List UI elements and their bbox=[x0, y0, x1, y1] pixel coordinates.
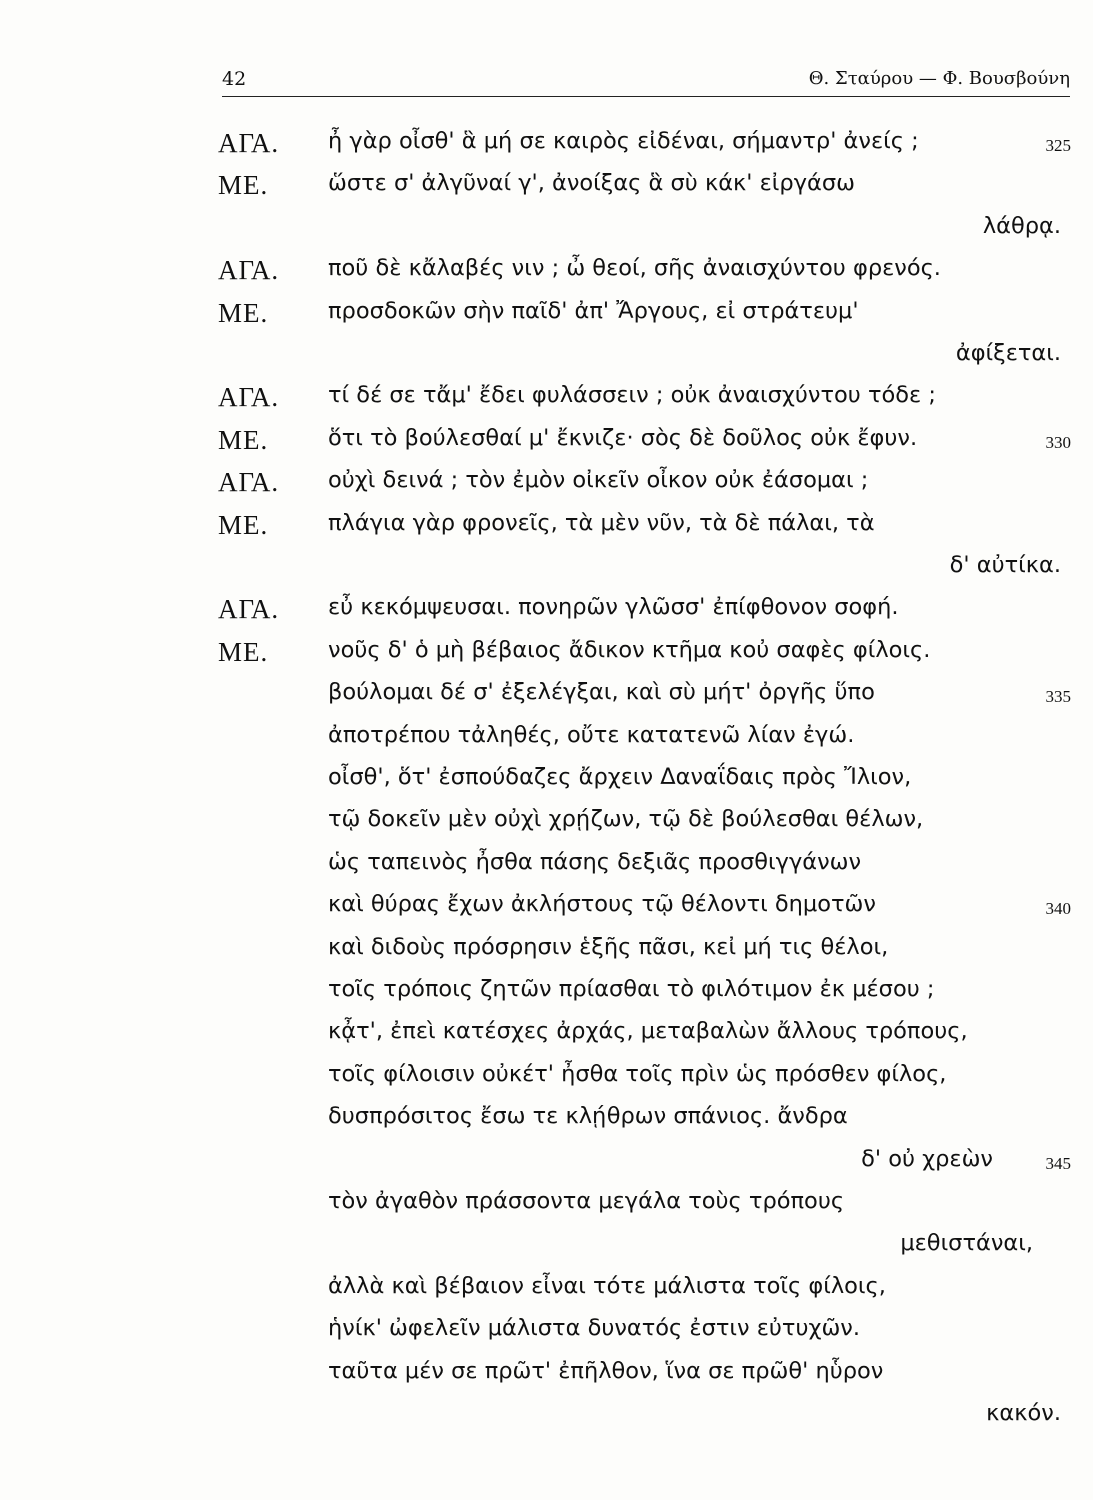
verse-text: τοῖς τρόποις ζητῶν πρίασθαι τὸ φιλότιμον ἐκ μέσου ; bbox=[328, 976, 935, 1002]
verse-line bbox=[0, 251, 1093, 291]
line-number: 345 bbox=[1045, 1153, 1071, 1173]
verse-line bbox=[0, 421, 1093, 461]
page-header bbox=[222, 62, 1070, 97]
verse-text: εὖ κεκόμψευσαι. πονηρῶν γλῶσσ' ἐπίφθονον σοφή. bbox=[328, 594, 899, 621]
speaker-label: ΜΕ. bbox=[218, 636, 269, 667]
verse-text: ἦ γὰρ οἶσθ' ἃ μή σε καιρὸς εἰδέναι, σήμαντρ' ἀνείς ; bbox=[328, 128, 919, 154]
verse-text: ἀφίξεται. bbox=[955, 340, 1061, 366]
verse-line bbox=[0, 124, 1093, 164]
verse-text: βούλομαι δέ σ' ἐξελέγξαι, καὶ σὺ μήτ' ὀργῆς ὕπο bbox=[328, 679, 875, 706]
verse-line bbox=[0, 1226, 1093, 1266]
verse-line bbox=[0, 633, 1093, 673]
speaker-label: ΑΓΑ. bbox=[218, 128, 280, 158]
verse-text: τὸν ἀγαθὸν πράσσοντα μεγάλα τοὺς τρόπους bbox=[328, 1188, 845, 1214]
verse-line bbox=[0, 1057, 1093, 1097]
verse-text: τί δέ σε τἄμ' ἔδει φυλάσσειν ; οὐκ ἀναισχύντου τόδε ; bbox=[328, 382, 936, 409]
verse-line bbox=[0, 845, 1093, 885]
verse-text: ταῦτα μέν σε πρῶτ' ἐπῆλθον, ἵνα σε πρῶθ' ηὗρον bbox=[328, 1357, 884, 1384]
verse-line bbox=[0, 463, 1093, 503]
verse-line bbox=[0, 887, 1093, 927]
verse-text: ὥστε σ' ἀλγῦναί γ', ἀνοίξας ἃ σὺ κάκ' εἰργάσω bbox=[328, 170, 855, 197]
speaker-label: ΑΓΑ. bbox=[218, 467, 280, 498]
verse-text: τῷ δοκεῖν μὲν οὐχὶ χρῄζων, τῷ δὲ βούλεσθαι θέλων, bbox=[328, 806, 924, 833]
verse-text: δ' αὐτίκα. bbox=[949, 552, 1061, 578]
verse-text: μεθιστάναι, bbox=[900, 1230, 1033, 1257]
verse-line bbox=[0, 972, 1093, 1012]
verse-text: πλάγια γὰρ φρονεῖς, τὰ μὲν νῦν, τὰ δὲ πάλαι, τὰ bbox=[328, 509, 875, 536]
verse-line bbox=[0, 336, 1093, 376]
verse-text: δ' οὐ χρεὼν bbox=[861, 1145, 993, 1172]
speaker-label: ΜΕ. bbox=[218, 509, 269, 540]
verse-text: ἀλλὰ καὶ βέβαιον εἶναι τότε μάλιστα τοῖς φίλοις, bbox=[328, 1272, 886, 1299]
verse-line bbox=[0, 209, 1093, 249]
verse-line bbox=[0, 1311, 1093, 1351]
verse-text: ἀποτρέπου τἀληθές, οὔτε κατατενῶ λίαν ἐγώ. bbox=[328, 721, 855, 748]
line-number: 335 bbox=[1045, 687, 1071, 707]
line-number: 330 bbox=[1045, 432, 1071, 452]
verse-text: νοῦς δ' ὁ μὴ βέβαιος ἄδικον κτῆμα κοὐ σαφὲς φίλοις. bbox=[328, 636, 931, 663]
verse-line bbox=[0, 1396, 1093, 1436]
page-number: 42 bbox=[222, 68, 247, 90]
verse-text: προσδοκῶν σὴν παῖδ' ἀπ' Ἄργους, εἰ στράτευμ' bbox=[328, 297, 859, 324]
speaker-label: ΑΓΑ. bbox=[218, 382, 280, 413]
verse-line bbox=[0, 1184, 1093, 1224]
verse-line bbox=[0, 1014, 1093, 1054]
verse-line bbox=[0, 1269, 1093, 1309]
line-number: 340 bbox=[1045, 899, 1071, 919]
verse-line bbox=[0, 1099, 1093, 1139]
speaker-label: ΑΓΑ. bbox=[218, 594, 280, 625]
line-number: 325 bbox=[1045, 136, 1071, 155]
verse-text: κακόν. bbox=[986, 1400, 1061, 1426]
verse-text: κᾆτ', ἐπεὶ κατέσχες ἀρχάς, μεταβαλὼν ἄλλους τρόπους, bbox=[328, 1018, 968, 1045]
verse-line bbox=[0, 548, 1093, 588]
verse-text: καὶ διδοὺς πρόσρησιν ἑξῆς πᾶσι, κεἰ μή τις θέλοι, bbox=[328, 933, 889, 960]
verse-text: ὡς ταπεινὸς ἦσθα πάσης δεξιᾶς προσθιγγάνων bbox=[328, 848, 862, 875]
verse-text: ποῦ δὲ κἄλαβές νιν ; ὦ θεοί, σῆς ἀναισχύντου φρενός. bbox=[328, 255, 941, 282]
verse-line bbox=[0, 718, 1093, 758]
speaker-label: ΜΕ. bbox=[218, 170, 269, 201]
verse-line bbox=[0, 294, 1093, 334]
verse-line bbox=[0, 166, 1093, 206]
verse-line bbox=[0, 1142, 1093, 1182]
verse-text: ἡνίκ' ὠφελεῖν μάλιστα δυνατός ἐστιν εὐτυχῶν. bbox=[328, 1315, 861, 1342]
verse-line bbox=[0, 378, 1093, 418]
verse-text: καὶ θύρας ἔχων ἀκλήστους τῷ θέλοντι δημοτῶν bbox=[328, 891, 876, 918]
verse-text: οἶσθ', ὅτ' ἐσπούδαζες ἄρχειν Δαναΐδαις πρὸς Ἴλιον, bbox=[328, 764, 912, 790]
verse-line bbox=[0, 930, 1093, 970]
verse-line bbox=[0, 802, 1093, 842]
verse-line bbox=[0, 1354, 1093, 1394]
verse-text: τοῖς φίλοισιν οὐκέτ' ἦσθα τοῖς πρὶν ὡς πρόσθεν φίλος, bbox=[328, 1060, 947, 1087]
verse-text: ὅτι τὸ βούλεσθαί μ' ἔκνιζε· σὸς δὲ δοῦλος οὐκ ἔφυν. bbox=[328, 424, 918, 451]
verse-line bbox=[0, 506, 1093, 546]
speaker-label: ΜΕ. bbox=[218, 424, 269, 455]
verse-line bbox=[0, 590, 1093, 630]
running-head: Θ. Σταύρου — Φ. Βουσβούνη bbox=[808, 68, 1070, 89]
verse-line bbox=[0, 675, 1093, 715]
verse-text: οὐχὶ δεινά ; τὸν ἐμὸν οἰκεῖν οἶκον οὐκ ἐάσομαι ; bbox=[328, 467, 869, 494]
verse-text: δυσπρόσιτος ἔσω τε κλῄθρων σπάνιος. ἄνδρα bbox=[328, 1103, 848, 1130]
speaker-label: ΑΓΑ. bbox=[218, 255, 280, 286]
verse-line bbox=[0, 760, 1093, 800]
speaker-label: ΜΕ. bbox=[218, 297, 269, 328]
verse-text: λάθρᾳ. bbox=[982, 212, 1061, 239]
